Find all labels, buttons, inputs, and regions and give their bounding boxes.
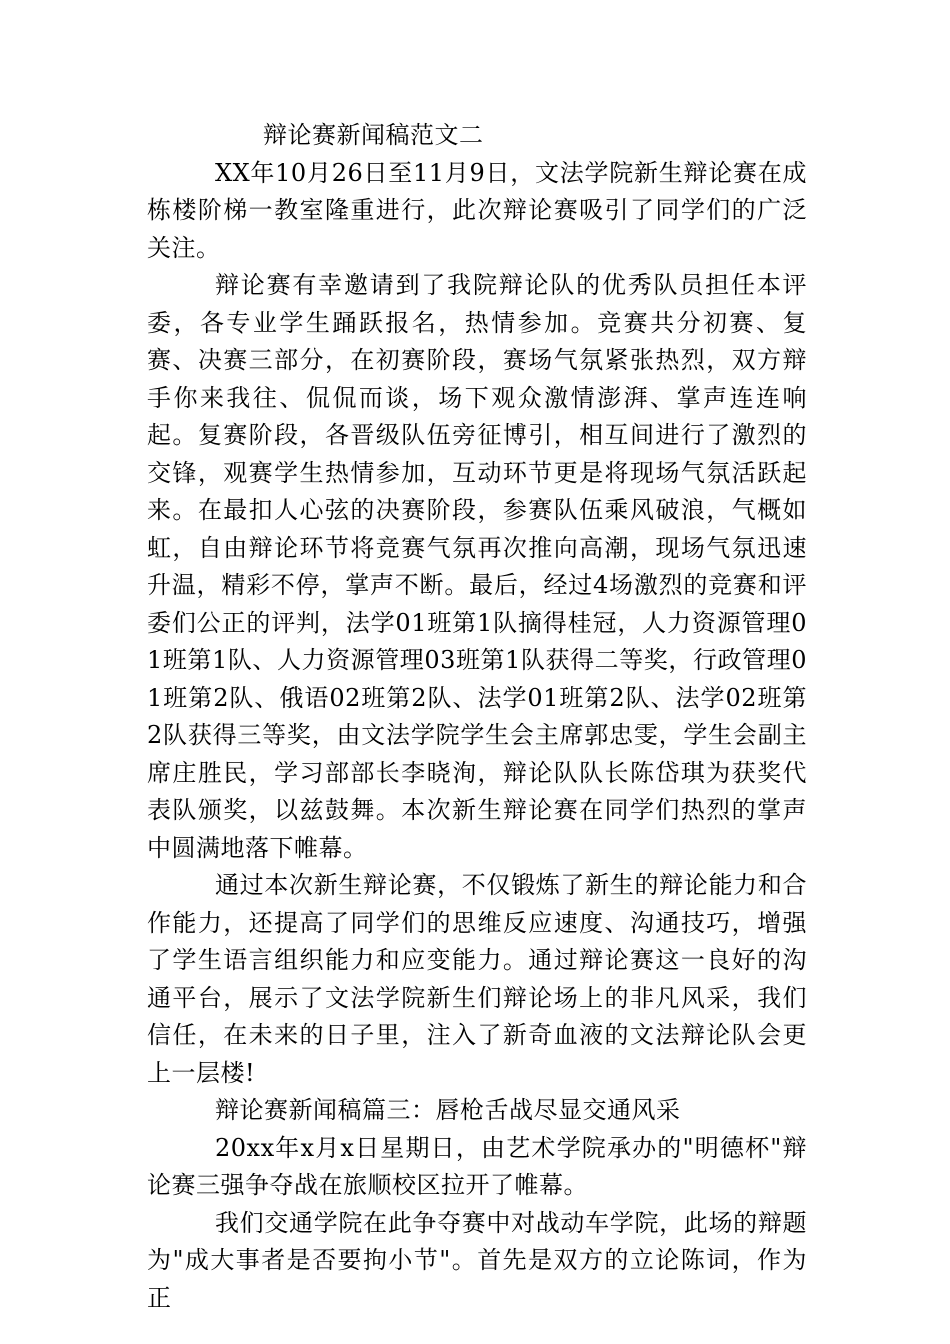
paragraph-summary: 通过本次新生辩论赛，不仅锻炼了新生的辩论能力和合作能力，还提高了同学们的思维反应速度、沟通技巧，增强了学生语言组织能力和应变能力。通过辩论赛这一良好的沟通平台，展示了文法学院新生们辩论场上的非凡风采，我们信任，在未来的日子里，注入了新奇血液的文法辩论队会更上一层楼! [147, 871, 807, 1087]
paragraph-section-intro: 20xx年x月x日星期日，由艺术学院承办的"明德杯"辩论赛三强争夺战在旅顺校区拉开了帷幕。 [147, 1133, 807, 1199]
paragraph-section-debate-topic: 我们交通学院在此争夺赛中对战动车学院，此场的辩题为"成大事者是否要拘小节"。首先是双方的立论陈词，作为正 [147, 1208, 807, 1312]
document-body [147, 117, 807, 1317]
paragraph-competition-details: 辩论赛有幸邀请到了我院辩论队的优秀队员担任本评委，各专业学生踊跃报名，热情参加。竞赛共分初赛、复赛、决赛三部分，在初赛阶段，赛场气氛紧张热烈，双方辩手你来我往、侃侃而谈，场下观众激情澎湃、掌声连连响起。复赛阶段，各晋级队伍旁征博引，相互间进行了激烈的交锋，观赛学生热情参加，互动环节更是将现场气氛活跃起来。在最扣人心弦的决赛阶段，参赛队伍乘风破浪，气概如虹，自由辩论环节将竞赛气氛再次推向高潮，现场气氛迅速升温，精彩不停，掌声不断。最后，经过4场激烈的竞赛和评委们公正的评判，法学01班第1队摘得桂冠，人力资源管理01班第1队、人力资源管理03班第1队获得二等奖，行政管理01班第2队、俄语02班第2队、法学01班第2队、法学02班第2队获得三等奖，由文法学院学生会主席郭忠雯，学生会副主席庄胜民，学习部部长李晓洵，辩论队队长陈岱琪为获奖代表队颁奖，以兹鼓舞。本次新生辩论赛在同学们热烈的掌声中圆满地落下帷幕。 [147, 271, 807, 862]
section-heading: 辩论赛新闻稿篇三：唇枪舌战尽显交通风采 [215, 1096, 681, 1124]
paragraph-event-intro: XX年10月26日至11月9日，文法学院新生辩论赛在成栋楼阶梯一教室隆重进行，此次辩论赛吸引了同学们的广泛关注。 [147, 158, 807, 262]
document-title: 辩论赛新闻稿范文二 [263, 121, 484, 149]
